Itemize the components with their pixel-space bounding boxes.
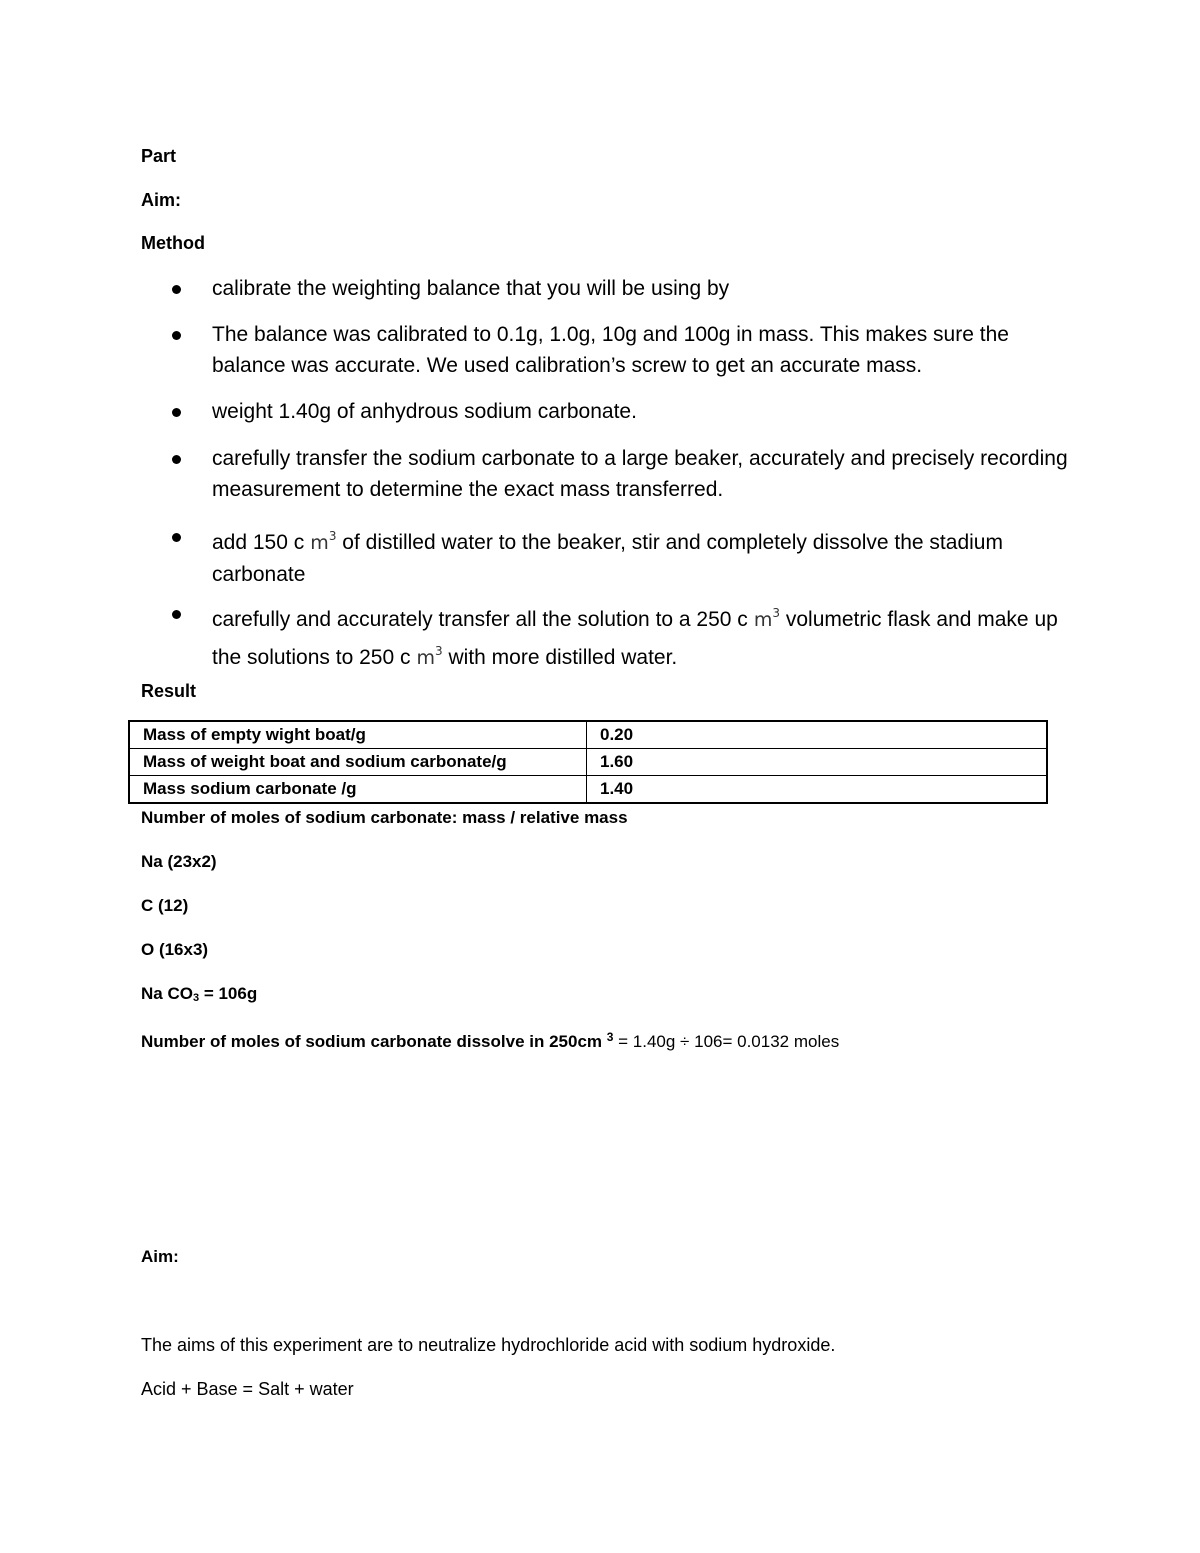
na-co3-line <box>141 983 257 1009</box>
method-item-dissolve <box>212 521 1072 590</box>
bullet-icon <box>172 408 181 417</box>
result-heading: Result <box>141 681 197 701</box>
na-co3-prefix: Na CO <box>141 984 193 1003</box>
na-co3-subscript: 3 <box>192 992 200 1004</box>
aim2-heading: Aim: <box>141 1247 179 1266</box>
table-cell-value: 1.40 <box>587 776 1048 804</box>
unit-symbol: $m^3$ <box>753 606 781 631</box>
table-cell-label: Mass sodium carbonate /g <box>129 776 587 804</box>
method-item-text-post: of distilled water to the beaker, stir and completely dissolve the stadium carbonate <box>212 531 1003 586</box>
moles-formula: Number of moles of sodium carbonate: mass / relative mass <box>141 808 628 827</box>
part-heading: Part <box>141 146 177 166</box>
aim-heading: Aim: <box>141 190 181 210</box>
bullet-icon <box>172 285 181 294</box>
aims-statement: The aims of this experiment are to neutralize hydrochloride acid with sodium hydroxide. <box>141 1335 836 1355</box>
method-item-balance <box>212 319 1072 381</box>
c-line: C (12) <box>141 896 189 915</box>
na-co3-suffix: = 106g <box>199 984 258 1003</box>
method-item-text: weight 1.40g of anhydrous sodium carbonate. <box>212 400 637 423</box>
table-row <box>129 776 1047 804</box>
method-heading: Method <box>141 233 205 253</box>
method-item-volumetric <box>212 598 1072 674</box>
method-item-weigh <box>212 396 1072 427</box>
bullet-icon <box>172 455 181 464</box>
method-item-text: carefully transfer the sodium carbonate to a large beaker, accurately and precisely recording measurement to determine the exact mass transferred. <box>212 447 1068 501</box>
table-cell-label: Mass of weight boat and sodium carbonate/g <box>129 749 587 776</box>
method-item-text-mid: volumetric flask and make up the solutions to 250 c <box>212 608 1058 669</box>
final-moles-result: = 1.40g ÷ 106= 0.0132 moles <box>613 1032 840 1051</box>
method-item-calibrate <box>212 273 1072 304</box>
result-table <box>128 720 1048 804</box>
bullet-icon <box>172 533 181 542</box>
o-line: O (16x3) <box>141 940 209 959</box>
method-item-text: calibrate the weighting balance that you will be using by <box>212 277 730 300</box>
table-cell-value: 0.20 <box>587 721 1048 749</box>
table-row <box>129 749 1047 776</box>
bullet-icon <box>172 610 181 619</box>
final-moles-line <box>141 1026 839 1053</box>
unit-symbol: $m^3$ <box>416 644 443 669</box>
table-row <box>129 721 1047 749</box>
method-item-text: The balance was calibrated to 0.1g, 1.0g, 10g and 100g in mass. This makes sure the balance was accurate. We used calibration’s screw to get an accurate mass. <box>212 323 1009 377</box>
table-cell-label: Mass of empty wight boat/g <box>129 721 587 749</box>
unit-symbol: $m^3$ <box>310 529 337 554</box>
method-item-text-post: with more distilled water. <box>442 646 678 669</box>
table-cell-value: 1.60 <box>587 749 1048 776</box>
equation-line: Acid + Base = Salt + water <box>141 1379 354 1399</box>
method-item-text-pre: carefully and accurately transfer all the solution to a 250 c <box>212 608 748 631</box>
method-item-transfer <box>212 443 1072 505</box>
final-moles-bold: Number of moles of sodium carbonate dissolve in 250cm <box>141 1032 607 1051</box>
na-line: Na (23x2) <box>141 852 217 871</box>
bullet-icon <box>172 331 181 340</box>
method-item-text-pre: add 150 c <box>212 531 305 554</box>
final-moles-superscript: 3 <box>606 1030 614 1044</box>
